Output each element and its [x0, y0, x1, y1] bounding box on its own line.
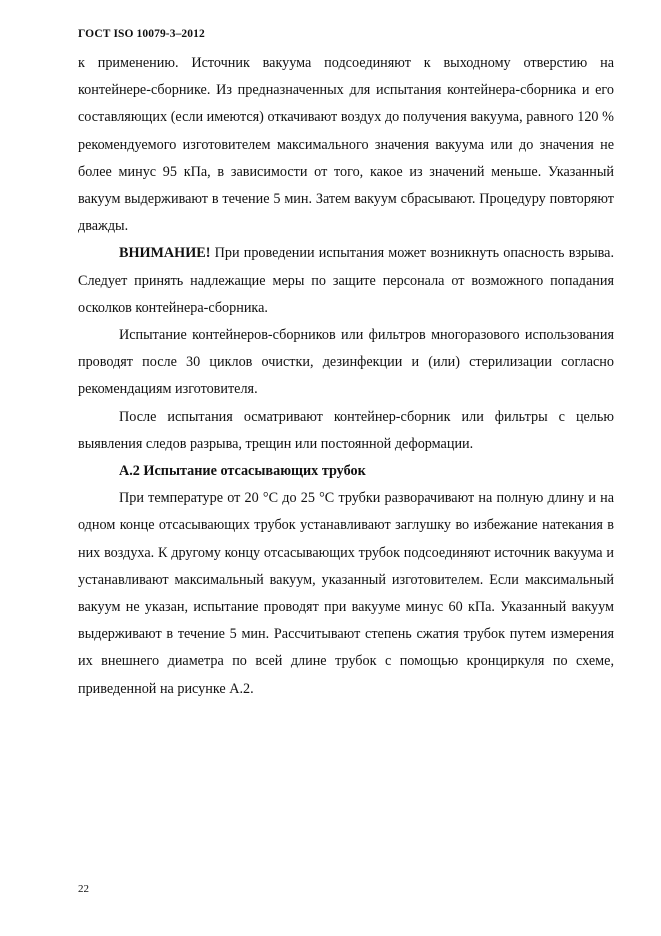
document-header: ГОСТ ISO 10079-3–2012 — [78, 28, 205, 40]
document-body — [78, 50, 614, 703]
paragraph-inspection: После испытания осматривают контейнер-сборник или фильтры с целью выявления следов разрыва, трещин или постоянной деформации. — [78, 408, 614, 452]
paragraph-tube-test: При температуре от 20 °С до 25 °С трубки разворачивают на полную длину и на одном конце отсасывающих трубок устанавливают заглушку во избежание натекания в них воздуха. К другому концу отсасывающих трубок подсоединяют источник вакуума и устанавливают максимальный вакуум, указанный изготовителем. Если максимальный вакуум не указан, испытание проводят при вакууме минус 60 кПа. Указанный вакуум выдерживают в течение 5 мин. Рассчитывают степень сжатия трубок путем измерения их внешнего диаметра по всей длине трубок с помощью кронциркуля по схеме, приведенной на рисунке А.2. — [78, 490, 614, 697]
warning-text: При проведении испытания может возникнуть опасность взрыва. Следует принять надлежащие меры по защите персонала от возможного попадания осколков контейнера-сборника. — [78, 245, 614, 316]
page-number: 22 — [78, 883, 89, 895]
paragraph-vacuum-procedure: к применению. Источник вакуума подсоединяют к выходному отверстию на контейнере-сборнике. Из предназначенных для испытания контейнера-сборника и его составляющих (если имеются) откачивают воздух до получения вакуума, равного 120 % рекомендуемого изготовителем максимального значения вакуума или до значения не более минус 95 кПа, в зависимости от того, какое из значений меньше. Указанный вакуум выдерживают в течение 5 мин. Затем вакуум сбрасывают. Процедуру повторяют дважды. — [78, 55, 614, 235]
section-heading-a2: А.2 Испытание отсасывающих трубок — [119, 463, 366, 480]
paragraph-warning — [78, 240, 614, 322]
paragraph-reusable-test: Испытание контейнеров-сборников или фильтров многоразового использования проводят после 30 циклов очистки, дезинфекции и (или) стерилизации согласно рекомендациям изготовителя. — [78, 327, 614, 398]
warning-label: ВНИМАНИЕ! — [119, 245, 211, 262]
